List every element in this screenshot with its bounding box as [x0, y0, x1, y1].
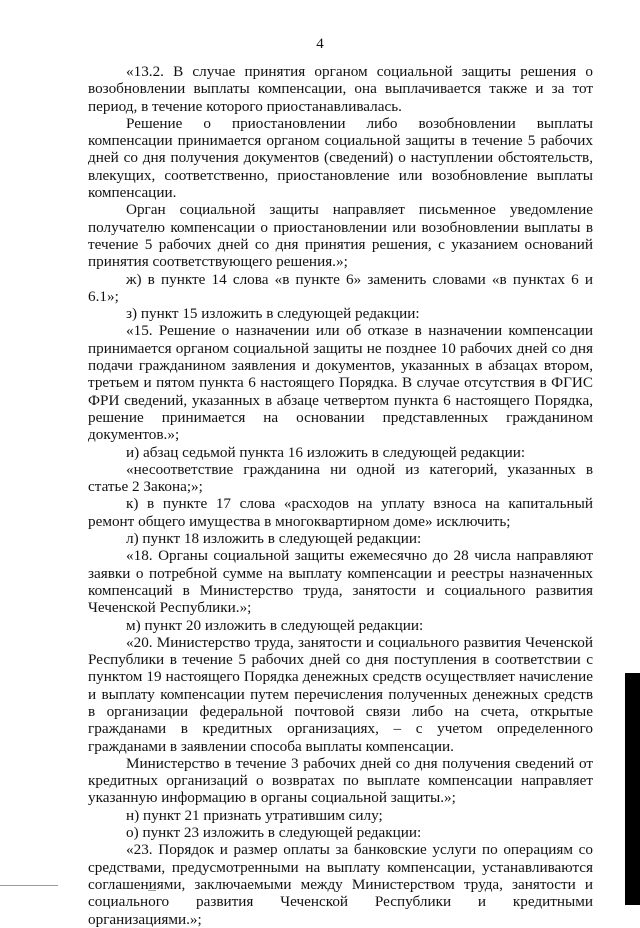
- paragraph-15: «15. Решение о назначении или об отказе в назначении компенсации принимается органом социальной защиты не позднее 10 рабочих дней со дня подачи гражданином заявления и документов, указанных в абзацах втором, третьем и пятом пункта 6 настоящего Порядка. В случае отсутствия в ФГИС ФРИ сведений, указанных в абзаце четвертом пункта 6 настоящего Порядка, решение принимается на основании представленных гражданином документов.»;: [88, 322, 593, 444]
- paragraph-23: «23. Порядок и размер оплаты за банковские услуги по операциям со средствами, предусмотренными на выплату компенсации, устанавливаются соглашениями, заключаемыми между Министерством труда, занятости и социального развития Чеченской Республики и кредитными организациями.»;: [88, 841, 593, 928]
- paragraph-item-n: н) пункт 21 признать утратившим силу;: [126, 806, 383, 824]
- scan-edge-bar: [625, 673, 640, 905]
- paragraph-18: «18. Органы социальной защиты ежемесячно до 28 числа направляют заявки о потребной сумме на выплату компенсации и реестры назначенных компенсаций в Министерство труда, занятости и социального развития Чеченской Республики.»;: [88, 547, 593, 617]
- paragraph-ministry-returns: Министерство в течение 3 рабочих дней со дня получения сведений от кредитных организаций о возвратах по выплате компенсации направляет указанную информацию в органы социальной защиты.»;: [88, 754, 593, 807]
- paragraph-item-zh: ж) в пункте 14 слова «в пункте 6» заменить словами «в пунктах 6 и 6.1»;: [88, 270, 593, 305]
- footer-rule: [0, 885, 58, 886]
- paragraph-decision-timing: Решение о приостановлении либо возобновлении выплаты компенсации принимается органом социальной защиты в течение 5 рабочих дней со дня получения документов (сведений) о наступлении обстоятельств, влекущих, соответственно, приостановление или возобновление выплаты компенсации.: [88, 114, 593, 202]
- paragraph-item-z: з) пункт 15 изложить в следующей редакции:: [126, 305, 420, 323]
- page-number: 4: [316, 36, 324, 52]
- paragraph-16-text: «несоответствие гражданина ни одной из категорий, указанных в статье 2 Закона;»;: [88, 460, 593, 496]
- document-body: [88, 63, 593, 928]
- paragraph-item-m: м) пункт 20 изложить в следующей редакции:: [126, 616, 424, 634]
- paragraph-20: «20. Министерство труда, занятости и социального развития Чеченской Республики в течение 5 рабочих дней со дня поступления в соответствии с пунктом 19 настоящего Порядка денежных средств осуществляет начисление и выплату компенсации путем перечисления полученных денежных средств в организации федеральной почтовой связи либо на счета, открытые гражданами в кредитных организациях, – с учетом определенного гражданами в заявлении способа выплаты компенсации.: [88, 633, 593, 755]
- paragraph-item-l: л) пункт 18 изложить в следующей редакции:: [126, 530, 422, 548]
- paragraph-13-2: «13.2. В случае принятия органом социальной защиты решения о возобновлении выплаты компенсации, она выплачивается также и за тот период, в течение которого приостанавливалась.: [88, 63, 593, 115]
- paragraph-notification: Орган социальной защиты направляет письменное уведомление получателю компенсации о приостановлении или возобновлении выплаты в течение 5 рабочих дней со дня принятия решения, с указанием оснований принятия соответствующего решения.»;: [88, 201, 593, 271]
- footer-mark: [148, 890, 156, 891]
- paragraph-item-i: и) абзац седьмой пункта 16 изложить в следующей редакции:: [126, 443, 526, 461]
- paragraph-item-k: к) в пункте 17 слова «расходов на уплату взноса на капитальный ремонт общего имущества в многоквартирном доме» исключить;: [88, 495, 593, 530]
- paragraph-item-o: о) пункт 23 изложить в следующей редакции:: [126, 824, 422, 842]
